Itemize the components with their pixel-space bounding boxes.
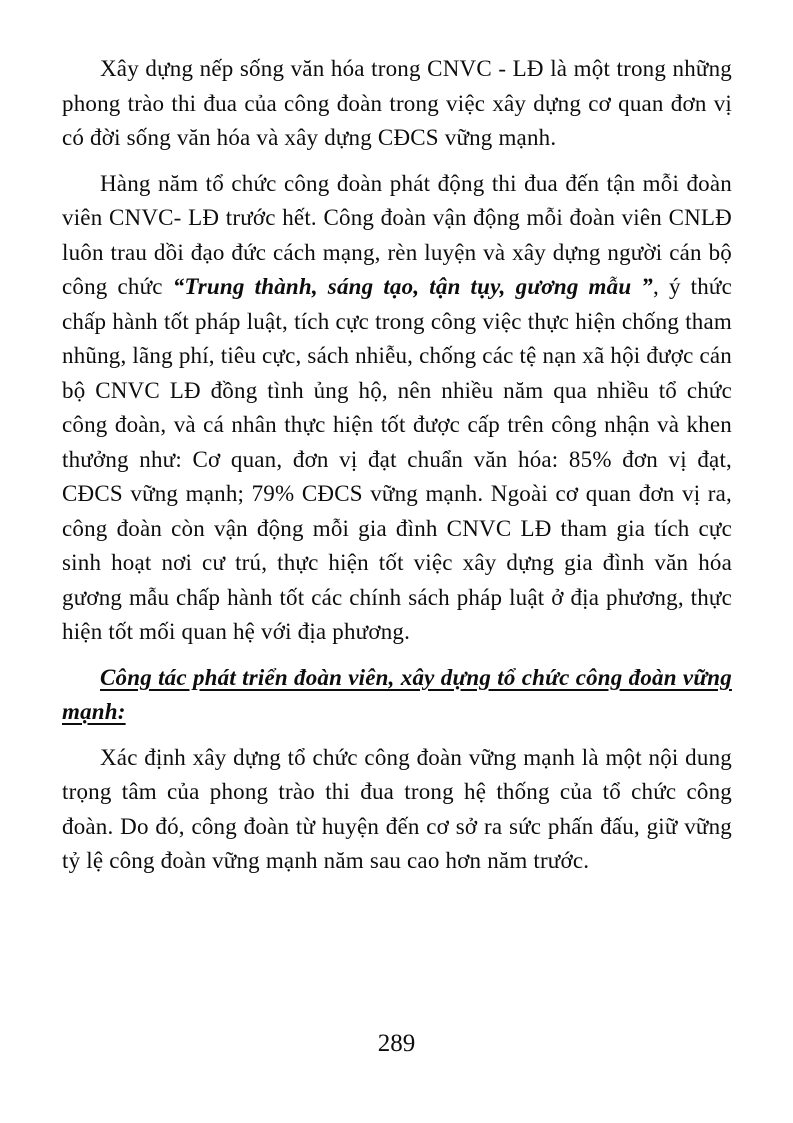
text-segment: Xác định xây dựng tổ chức công đoàn vững mạnh là một nội dung trọng tâm của phong trào thi đua trong hệ thống của tổ chức công đoàn. Do đó, công đoàn từ huyện đến cơ sở ra sức phấn đấu, giữ vững tỷ lệ công đoàn vững mạnh năm sau cao hơn năm trước. (62, 744, 732, 873)
section-heading (62, 661, 732, 730)
paragraph (62, 52, 732, 156)
text-segment: Hàng năm tổ chức công đoàn phát động thi đua đến tận mỗi đoàn viên CNVC- LĐ trước hết. Công đoàn vận động mỗi đoàn viên CNLĐ luôn trau dồi đạo đức cách mạng, rèn luyện và xây dựng người cán bộ công chức (62, 170, 732, 299)
paragraph (62, 167, 732, 650)
text-segment: “Trung thành, sáng tạo, tận tụy, gương mẫu ” (172, 274, 654, 299)
text-segment: , ý thức chấp hành tốt pháp luật, tích cực trong công việc thực hiện chống tham nhũng, lãng phí, tiêu cực, sách nhiễu, chống các tệ nạn xã hội được cán bộ CNVC LĐ đồng tình ủng hộ, nên nhiều năm qua nhiều tổ chức công đoàn, và cá nhân thực hiện tốt được cấp trên công nhận và khen thưởng như: Cơ quan, đơn vị đạt chuẩn văn hóa: 85% đơn vị đạt, CĐCS vững mạnh; 79% CĐCS vững mạnh. Ngoài cơ quan đơn vị ra, công đoàn còn vận động mỗi gia đình CNVC LĐ tham gia tích cực sinh hoạt nơi cư trú, thực hiện tốt việc xây dựng gia đình văn hóa gương mẫu chấp hành tốt các chính sách pháp luật ở địa phương, thực hiện tốt mối quan hệ với địa phương. (62, 274, 733, 644)
page-number: 289 (377, 1030, 416, 1057)
text-segment: Xây dựng nếp sống văn hóa trong CNVC - LĐ là một trong những phong trào thi đua của công đoàn trong việc xây dựng cơ quan đơn vị có đời sống văn hóa và xây dựng CĐCS vững mạnh. (62, 56, 732, 150)
page-text (62, 52, 732, 890)
paragraph (62, 741, 732, 879)
text-segment: Công tác phát triển đoàn viên, xây dựng tổ chức công đoàn vững mạnh: (62, 664, 732, 724)
